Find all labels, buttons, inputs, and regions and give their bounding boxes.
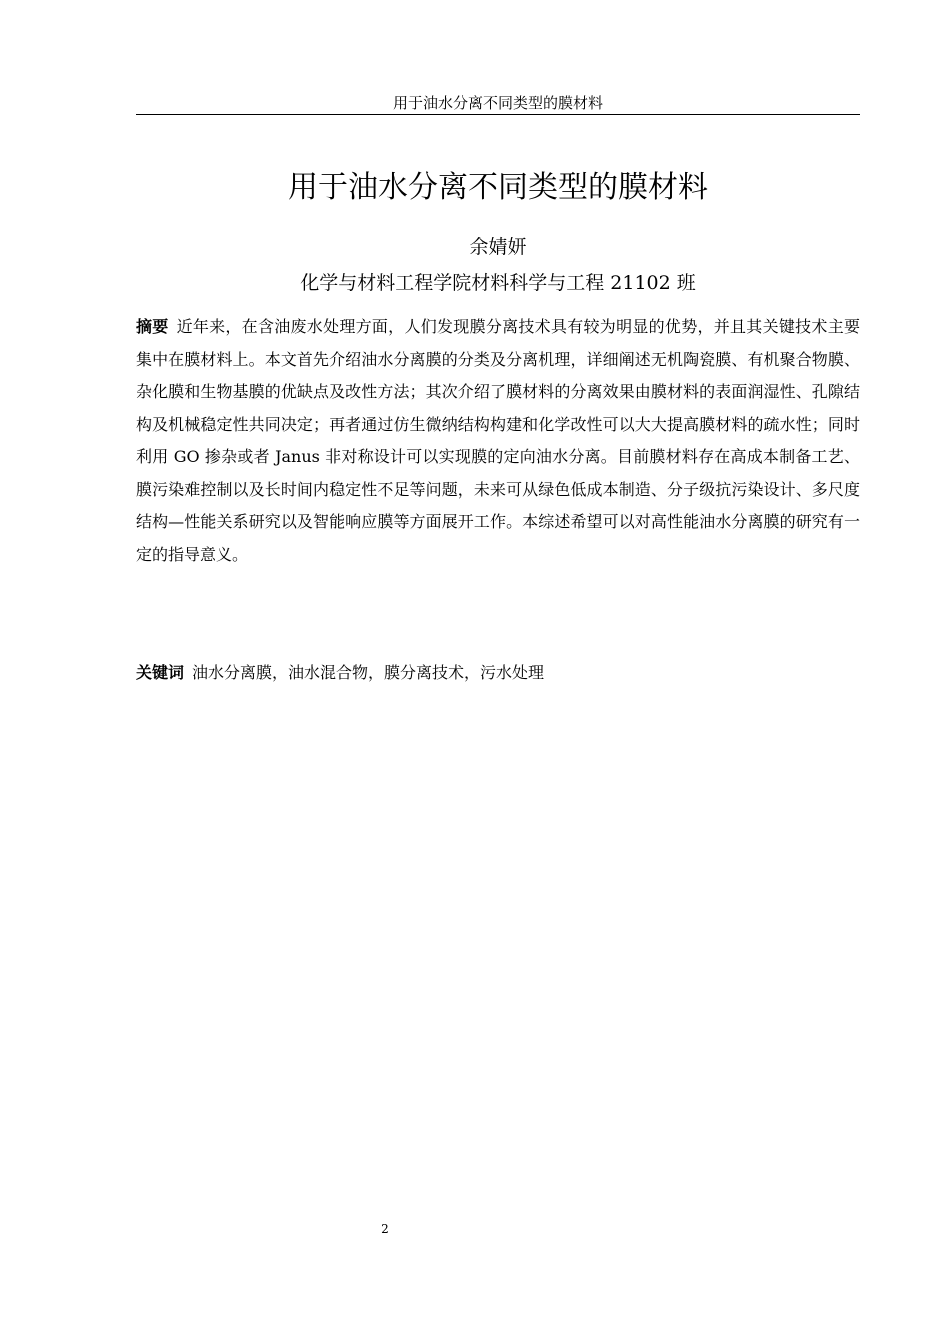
running-header <box>136 92 860 115</box>
running-header-title: 用于油水分离不同类型的膜材料 <box>392 94 603 112</box>
author-affiliation: 化学与材料工程学院材料科学与工程 21102 班 <box>300 272 696 294</box>
abstract-label: 摘要 <box>136 317 169 336</box>
keywords-paragraph <box>136 657 860 689</box>
page-number: 2 <box>381 1222 389 1236</box>
paper-title: 用于油水分离不同类型的膜材料 <box>288 170 708 205</box>
abstract-paragraph <box>136 311 860 571</box>
keywords-label: 关键词 <box>136 663 185 682</box>
author-name: 余婧妍 <box>469 236 527 258</box>
keywords-text: 油水分离膜，油水混合物，膜分离技术，污水处理 <box>192 663 545 682</box>
abstract-text: 近年来，在含油废水处理方面，人们发现膜分离技术具有较为明显的优势，并且其关键技术主要集中在膜材料上。本文首先介绍油水分离膜的分类及分离机理，详细阐述无机陶瓷膜、有机聚合物膜、杂化膜和生物基膜的优缺点及改性方法；其次介绍了膜材料的分离效果由膜材料的表面润湿性、孔隙结构及机械稳定性共同决定；再者通过仿生微纳结构构建和化学改性可以大大提高膜材料的疏水性；同时利用 GO 掺杂或者 Janus 非对称设计可以实现膜的定向油水分离。目前膜材料存在高成本制备工艺、膜污染难控制以及长时间内稳定性不足等问题，未来可从绿色低成本制造、分子级抗污染设计、多尺度结构—性能关系研究以及智能响应膜等方面展开工作。本综述希望可以对高性能油水分离膜的研究有一定的指导意义。 <box>136 317 860 564</box>
